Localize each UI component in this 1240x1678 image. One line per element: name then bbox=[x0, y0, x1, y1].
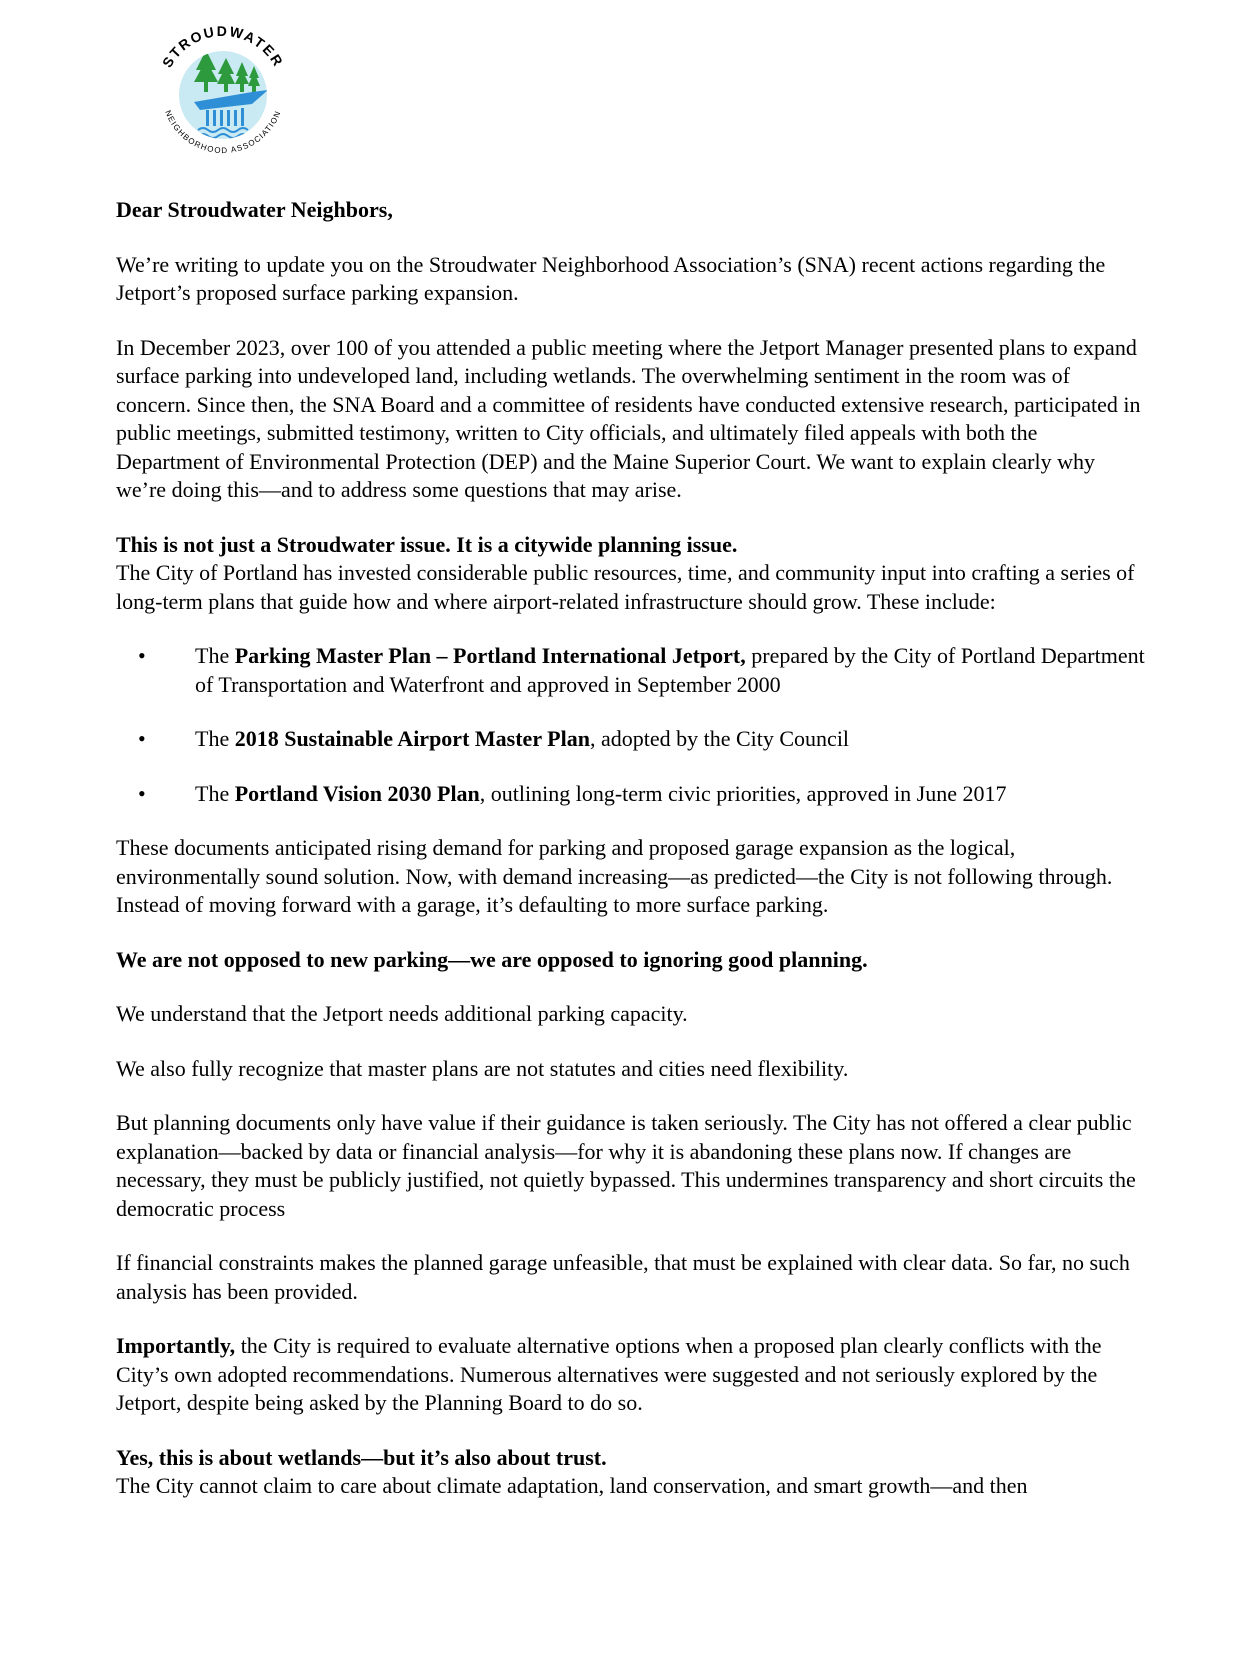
plan-description: prepared by the City of Portland Department of Transportation and Waterfront and approved in September 2000 bbox=[195, 643, 1145, 697]
bullet-icon: • bbox=[138, 726, 146, 751]
greeting: Dear Stroudwater Neighbors, bbox=[116, 197, 393, 222]
plans-intro-paragraph: The City of Portland has invested considerable public resources, time, and community input into crafting a series of long-term plans that guide how and where airport-related infrastructure should grow. These include: bbox=[116, 560, 1135, 614]
plans-outcome-paragraph: These documents anticipated rising demand for parking and proposed garage expansion as the logical, environmentally sound solution. Now, with demand increasing—as predicted—the City is not following through. Instead of moving forward with a garage, it’s defaulting to more surface parking. bbox=[116, 835, 1113, 917]
list-item bbox=[116, 780, 1146, 809]
letter-body bbox=[116, 196, 1146, 1501]
plan-title: Portland Vision 2030 Plan bbox=[234, 780, 480, 806]
plans-list bbox=[116, 642, 1146, 808]
plan-prefix: The bbox=[195, 643, 235, 668]
planning-value-paragraph: But planning documents only have value if their guidance is taken seriously. The City has not offered a clear public explanation—backed by data or financial analysis—for why it is abandoning these plans now. If changes are necessary, they must be publicly justified, not quietly bypassed. This undermines transparency and short circuits the democratic process bbox=[116, 1110, 1136, 1221]
intro-paragraph: We’re writing to update you on the Stroudwater Neighborhood Association’s (SNA) recent actions regarding the Jetport’s proposed surface parking expansion. bbox=[116, 251, 1106, 305]
bullet-icon: • bbox=[138, 643, 146, 668]
section-heading-trust: Yes, this is about wetlands—but it’s also about trust. bbox=[116, 1444, 607, 1470]
section-heading-planning: We are not opposed to new parking—we are opposed to ignoring good planning. bbox=[116, 946, 868, 972]
financial-paragraph: If financial constraints makes the planned garage unfeasible, that must be explained with clear data. So far, no such analysis has been provided. bbox=[116, 1250, 1130, 1304]
stroudwater-logo bbox=[148, 20, 298, 170]
trust-paragraph: The City cannot claim to care about climate adaptation, land conservation, and smart growth—and then bbox=[116, 1473, 1028, 1498]
parking-need-paragraph: We understand that the Jetport needs additional parking capacity. bbox=[116, 1001, 688, 1026]
logo-top-text: STROUDWATER bbox=[158, 22, 288, 71]
logo-bottom-text: NEIGHBORHOOD ASSOCIATION bbox=[163, 108, 283, 156]
plan-description: , outlining long-term civic priorities, approved in June 2017 bbox=[479, 780, 1007, 806]
flexibility-paragraph: We also fully recognize that master plans are not statutes and cities need flexibility. bbox=[116, 1055, 849, 1081]
plan-prefix: The bbox=[195, 726, 235, 751]
importantly-label: Importantly, bbox=[116, 1333, 236, 1358]
section-heading-citywide: This is not just a Stroudwater issue. It is a citywide planning issue. bbox=[116, 531, 738, 557]
bullet-icon: • bbox=[138, 780, 146, 806]
list-item bbox=[116, 642, 1146, 699]
plan-description: , adopted by the City Council bbox=[589, 726, 850, 751]
plan-prefix: The bbox=[195, 780, 235, 806]
list-item bbox=[116, 725, 1146, 754]
alternatives-text: the City is required to evaluate alternative options when a proposed plan clearly conflicts with the City’s own adopted recommendations. Numerous alternatives were suggested and not seriously explored by the Jetport, despite being asked by the Planning Board to do so. bbox=[116, 1333, 1102, 1415]
plan-title: 2018 Sustainable Airport Master Plan bbox=[234, 726, 590, 751]
background-paragraph: In December 2023, over 100 of you attended a public meeting where the Jetport Manager presented plans to expand surface parking into undeveloped land, including wetlands. The overwhelming sentiment in the room was of concern. Since then, the SNA Board and a committee of residents have conducted extensive research, participated in public meetings, submitted testimony, written to City officials, and ultimately filed appeals with both the Department of Environmental Protection (DEP) and the Maine Superior Court. We want to explain clearly why we’re doing this—and to address some questions that may arise. bbox=[116, 334, 1141, 502]
plan-title: Parking Master Plan – Portland International Jetport, bbox=[234, 643, 746, 668]
alternatives-paragraph bbox=[116, 1332, 1146, 1418]
